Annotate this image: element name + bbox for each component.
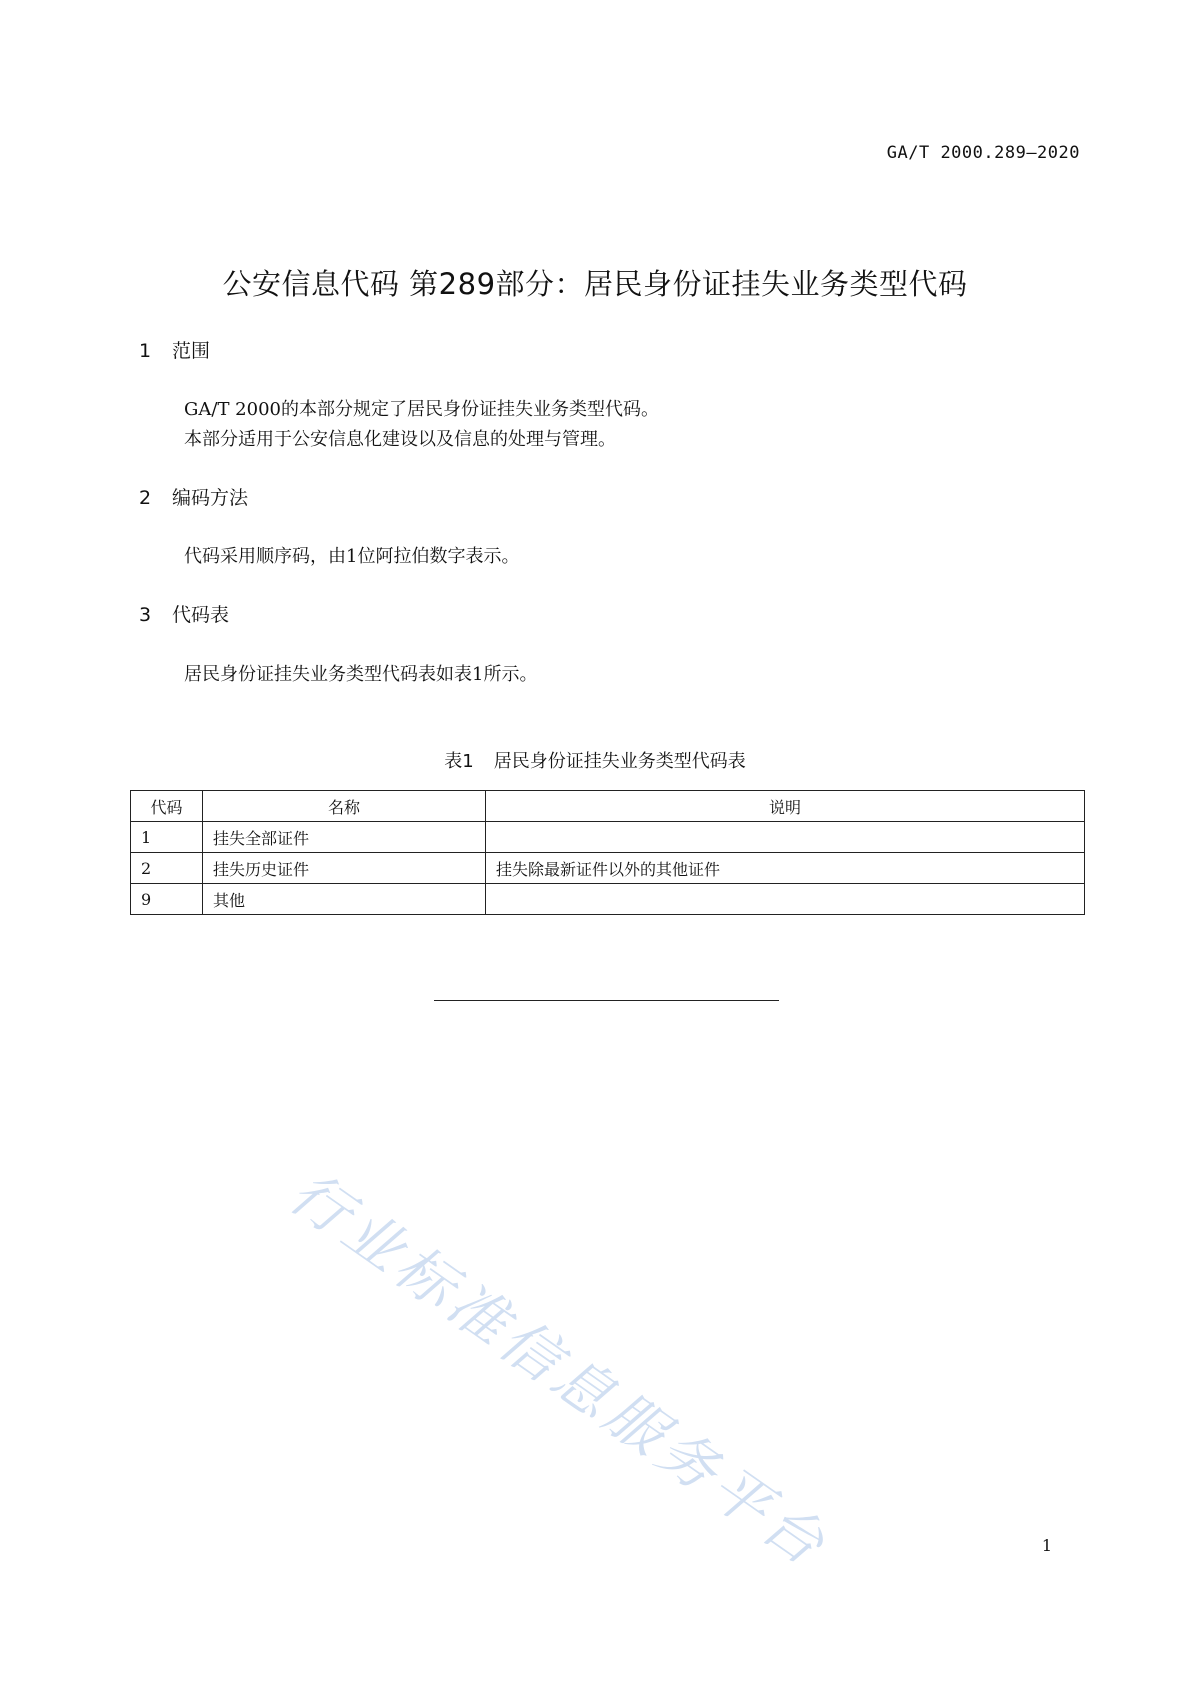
header-code: 代码 — [131, 791, 203, 822]
page-number: 1 — [1041, 1536, 1052, 1555]
standard-code: GA/T 2000.289—2020 — [886, 143, 1080, 163]
header-description: 说明 — [486, 791, 1085, 822]
table-row — [131, 822, 1085, 853]
table-row — [131, 884, 1085, 915]
table-caption-title: 居民身份证挂失业务类型代码表 — [493, 751, 746, 772]
table-caption — [0, 747, 1190, 773]
section-1-paragraph-2: 本部分适用于公安信息化建设以及信息的处理与管理。 — [184, 429, 616, 450]
section-2-number: 2 — [139, 487, 152, 509]
section-3-paragraph-1: 居民身份证挂失业务类型代码表如表1所示。 — [184, 664, 538, 685]
cell-code: 1 — [131, 822, 203, 853]
section-1-paragraph-1: GA/T 2000的本部分规定了居民身份证挂失业务类型代码。 — [184, 399, 659, 420]
cell-description — [486, 822, 1085, 853]
section-2-title: 编码方法 — [172, 487, 249, 509]
section-3-title: 代码表 — [172, 604, 230, 626]
section-3-number: 3 — [139, 604, 152, 626]
cell-name: 其他 — [203, 884, 486, 915]
section-3-heading — [139, 600, 229, 627]
section-1-heading — [139, 336, 210, 363]
section-1-number: 1 — [139, 340, 152, 362]
cell-code: 2 — [131, 853, 203, 884]
cell-name: 挂失全部证件 — [203, 822, 486, 853]
cell-name: 挂失历史证件 — [203, 853, 486, 884]
cell-description — [486, 884, 1085, 915]
header-name: 名称 — [203, 791, 486, 822]
document-title: 公安信息代码 第289部分：居民身份证挂失业务类型代码 — [222, 267, 968, 301]
end-rule — [434, 1000, 779, 1001]
cell-code: 9 — [131, 884, 203, 915]
table-header-row — [131, 791, 1085, 822]
cell-description: 挂失除最新证件以外的其他证件 — [486, 853, 1085, 884]
code-table — [130, 790, 1085, 915]
table-row — [131, 853, 1085, 884]
section-2-paragraph-1: 代码采用顺序码，由1位阿拉伯数字表示。 — [184, 546, 520, 567]
section-2-heading — [139, 483, 248, 510]
table-caption-label: 表1 — [444, 751, 474, 772]
section-1-title: 范围 — [172, 340, 211, 362]
watermark: 行业标准信息服务平台 — [277, 1158, 841, 1582]
